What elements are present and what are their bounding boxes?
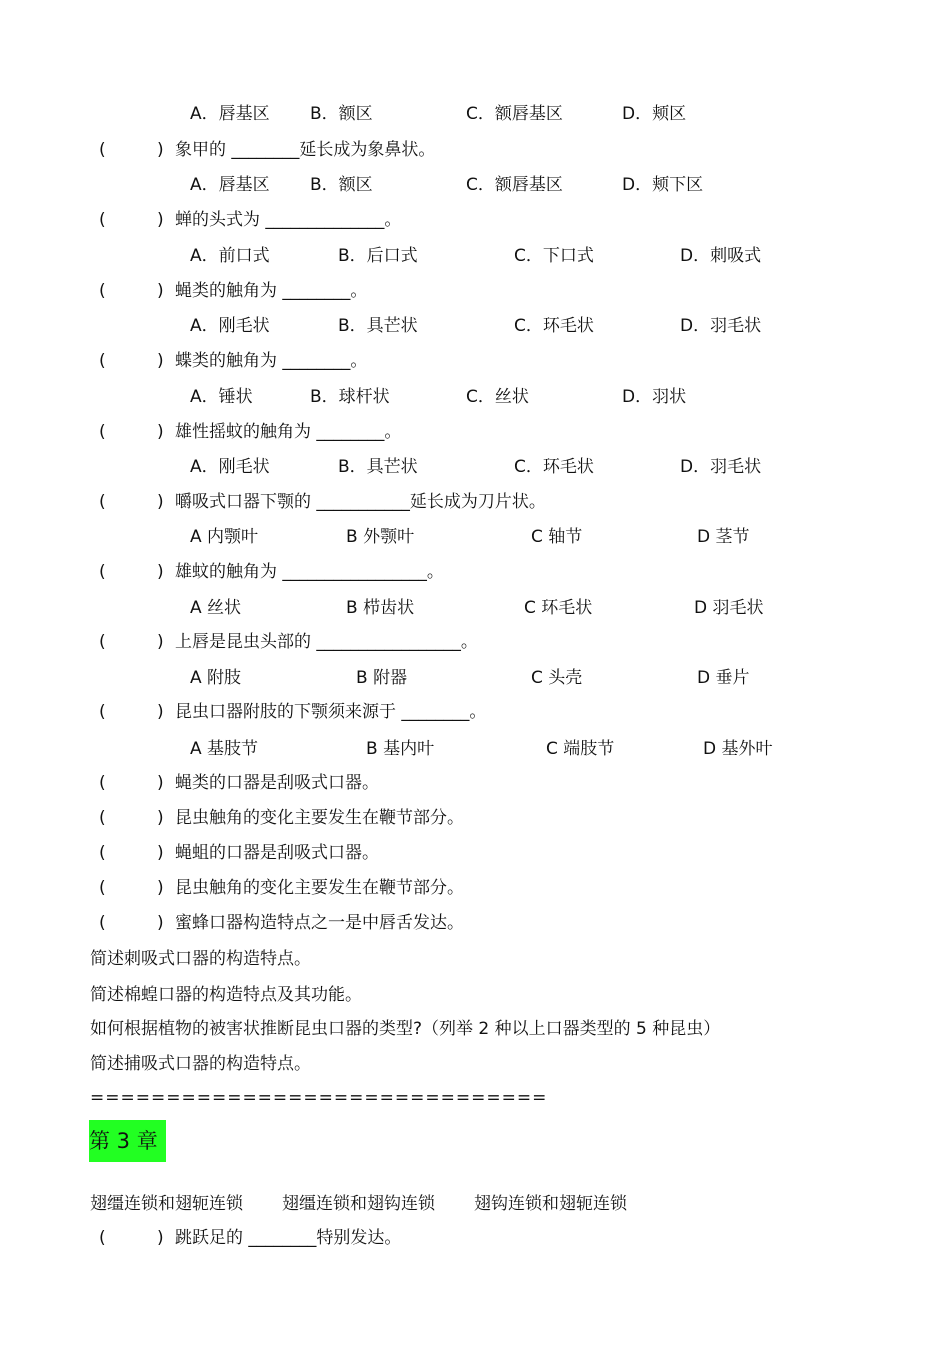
answer-paren-close: ) (157, 632, 164, 652)
option-a: A 附肢 (190, 668, 242, 688)
question-stem: 雄蚊的触角为 _________________。 (175, 562, 444, 582)
question-stem: 简述刺吸式口器的构造特点。 (90, 949, 311, 969)
chapter-option: 翅缰连锁和翅钩连锁 (282, 1194, 435, 1214)
question-stem: 蝇蛆的口器是刮吸式口器。 (175, 843, 379, 863)
option-a: A 基肢节 (190, 739, 259, 759)
option-d: D 基外叶 (703, 739, 773, 759)
answer-paren-open: ( (99, 351, 106, 371)
question-stem: 昆虫口器附肢的下颚须来源于 ________。 (175, 702, 487, 722)
option-b: B 外颚叶 (346, 527, 415, 547)
question-stem: 嚼吸式口器下颚的 ___________延长成为刀片状。 (175, 492, 546, 512)
separator-rule: ============================== (90, 1088, 548, 1108)
option-c: C．额唇基区 (466, 175, 563, 195)
answer-paren-open: ( (99, 808, 106, 828)
option-a: A．唇基区 (190, 175, 270, 195)
answer-paren-open: ( (99, 281, 106, 301)
option-b: B 基内叶 (366, 739, 435, 759)
answer-paren-close: ) (157, 351, 164, 371)
option-b: B．后口式 (338, 246, 418, 266)
option-c: C．额唇基区 (466, 104, 563, 124)
answer-paren-close: ) (157, 913, 164, 933)
option-a: A．锤状 (190, 387, 253, 407)
answer-paren-close: ) (157, 422, 164, 442)
answer-paren-close: ) (157, 878, 164, 898)
option-a: A．刚毛状 (190, 457, 270, 477)
option-a: A 丝状 (190, 598, 242, 618)
option-c: C．下口式 (514, 246, 594, 266)
answer-paren-open: ( (99, 422, 106, 442)
question-stem: 蝶类的触角为 ________。 (175, 351, 368, 371)
answer-paren-close: ) (157, 702, 164, 722)
option-b: B．具芒状 (338, 457, 418, 477)
question-stem: 象甲的 ________延长成为象鼻状。 (175, 140, 436, 160)
option-d: D 茎节 (697, 527, 750, 547)
option-d: D．颊下区 (622, 175, 704, 195)
option-d: D．羽毛状 (680, 316, 762, 336)
answer-paren-close: ) (157, 562, 164, 582)
question-stem: 雄性摇蚊的触角为 ________。 (175, 422, 402, 442)
option-b: B．额区 (310, 175, 373, 195)
answer-paren-close: ) (157, 281, 164, 301)
option-c: C 头壳 (531, 668, 583, 688)
answer-paren-close: ) (157, 808, 164, 828)
answer-paren-close: ) (157, 1228, 164, 1248)
option-c: C．环毛状 (514, 316, 594, 336)
answer-paren-open: ( (99, 210, 106, 230)
option-d: D．羽状 (622, 387, 687, 407)
answer-paren-open: ( (99, 562, 106, 582)
answer-paren-open: ( (99, 878, 106, 898)
question-stem: 如何根据植物的被害状推断昆虫口器的类型?（列举 2 种以上口器类型的 5 种昆虫） (90, 1019, 721, 1039)
option-a: A．刚毛状 (190, 316, 270, 336)
answer-paren-open: ( (99, 1228, 106, 1248)
question-stem: 简述棉蝗口器的构造特点及其功能。 (90, 985, 362, 1005)
option-c: C 轴节 (531, 527, 583, 547)
option-c: C 环毛状 (524, 598, 593, 618)
option-d: D 羽毛状 (694, 598, 764, 618)
option-c: C．环毛状 (514, 457, 594, 477)
option-a: A 内颚叶 (190, 527, 259, 547)
answer-paren-open: ( (99, 492, 106, 512)
chapter-option: 翅钩连锁和翅轭连锁 (474, 1194, 627, 1214)
option-b: B．球杆状 (310, 387, 390, 407)
question-stem: 昆虫触角的变化主要发生在鞭节部分。 (175, 808, 464, 828)
question-stem: 蝉的头式为 ______________。 (175, 210, 402, 230)
option-c: C 端肢节 (546, 739, 615, 759)
answer-paren-close: ) (157, 773, 164, 793)
answer-paren-open: ( (99, 702, 106, 722)
question-stem: 蝇类的触角为 ________。 (175, 281, 368, 301)
question-stem: 蝇类的口器是刮吸式口器。 (175, 773, 379, 793)
answer-paren-open: ( (99, 913, 106, 933)
option-b: B．额区 (310, 104, 373, 124)
option-c: C．丝状 (466, 387, 529, 407)
answer-paren-open: ( (99, 632, 106, 652)
answer-paren-open: ( (99, 140, 106, 160)
option-b: B．具芒状 (338, 316, 418, 336)
option-d: D．刺吸式 (680, 246, 762, 266)
option-d: D．颊区 (622, 104, 687, 124)
chapter-option: 翅缰连锁和翅轭连锁 (90, 1194, 243, 1214)
answer-paren-open: ( (99, 843, 106, 863)
answer-paren-close: ) (157, 492, 164, 512)
option-b: B 附器 (356, 668, 408, 688)
answer-paren-close: ) (157, 140, 164, 160)
option-d: D 垂片 (697, 668, 750, 688)
answer-paren-close: ) (157, 843, 164, 863)
answer-paren-open: ( (99, 773, 106, 793)
answer-paren-close: ) (157, 210, 164, 230)
option-a: A．唇基区 (190, 104, 270, 124)
question-stem: 蜜蜂口器构造特点之一是中唇舌发达。 (175, 913, 464, 933)
question-stem: 昆虫触角的变化主要发生在鞭节部分。 (175, 878, 464, 898)
option-a: A．前口式 (190, 246, 270, 266)
option-d: D．羽毛状 (680, 457, 762, 477)
question-stem: 上唇是昆虫头部的 _________________。 (175, 632, 478, 652)
question-stem: 跳跃足的 ________特别发达。 (175, 1228, 402, 1248)
chapter-heading: 第 3 章 (89, 1120, 166, 1162)
question-stem: 简述捕吸式口器的构造特点。 (90, 1054, 311, 1074)
option-b: B 栉齿状 (346, 598, 415, 618)
